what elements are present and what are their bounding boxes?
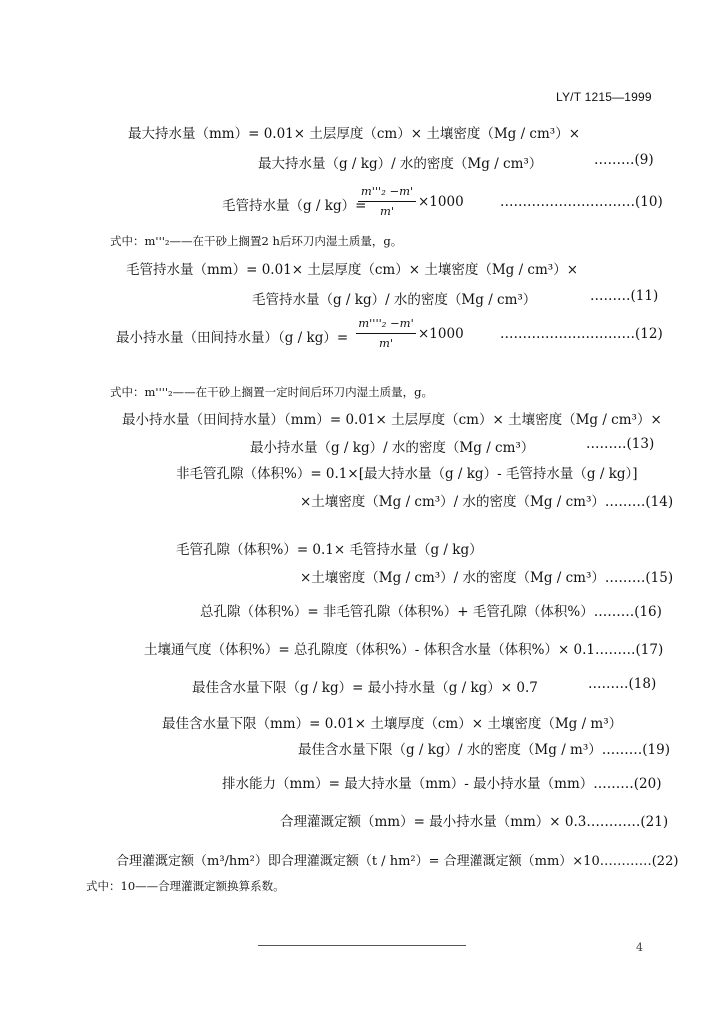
formula-12-multiplier: ×1000 (418, 326, 464, 342)
formula-13-line-2: 最小持水量（g / kg）/ 水的密度（Mg / cm³） (250, 440, 535, 456)
standard-id: LY/T 1215—1999 (556, 90, 652, 104)
formula-11-line-1: 毛管持水量（mm）= 0.01× 土层厚度（cm）× 土壤密度（Mg / cm³）× (126, 262, 579, 278)
formula-10-fraction (358, 184, 416, 224)
formula-19-line-2: 最佳含水量下限（g / kg）/ 水的密度（Mg / m³）………(19) (298, 742, 670, 758)
formula-9-line-1: 最大持水量（mm）= 0.01× 土层厚度（cm）× 土壤密度（Mg / cm³）× (128, 126, 581, 142)
formula-15-line-2: ×土壤密度（Mg / cm³）/ 水的密度（Mg / cm³）………(15) (300, 570, 674, 586)
formula-22: 合理灌溉定额（m³/hm²）即合理灌溉定额（t / hm²）= 合理灌溉定额（mm）×10…………(22) (116, 854, 679, 869)
formula-12-number: …………………………(12) (500, 326, 663, 342)
formula-12-denominator: m' (378, 336, 394, 350)
formula-10-denominator: m' (379, 204, 395, 218)
formula-14-line-1: 非毛管孔隙（体积%）= 0.1×[最大持水量（g / kg）- 毛管持水量（g / kg）] (176, 466, 638, 482)
formula-18: 最佳含水量下限（g / kg）= 最小持水量（g / kg）× 0.7 (192, 680, 538, 696)
formula-9-number: ………(9) (594, 152, 654, 168)
footer-rule (258, 945, 466, 946)
fraction-bar (358, 201, 416, 202)
formula-12-lhs: 最小持水量（田间持水量）（g / kg）= (116, 330, 349, 346)
formula-10-multiplier: ×1000 (418, 194, 464, 210)
formula-18-number: ………(18) (588, 676, 657, 692)
page-number: 4 (636, 941, 643, 954)
formula-12-numerator: m''''₂ −m' (358, 316, 414, 330)
formula-17: 土壤通气度（体积%）= 总孔隙度（体积%）- 体积含水量（体积%）× 0.1………(17) (144, 642, 664, 658)
note-3: 式中：10——合理灌溉定额换算系数。 (86, 879, 285, 893)
formula-16: 总孔隙（体积%）= 非毛管孔隙（体积%）+ 毛管孔隙（体积%）………(16) (200, 604, 662, 620)
formula-13-line-1: 最小持水量（田间持水量）（mm）= 0.01× 土层厚度（cm）× 土壤密度（Mg / cm³）× (122, 412, 662, 428)
formula-10-number: …………………………(10) (500, 194, 663, 210)
formula-21: 合理灌溉定额（mm）= 最小持水量（mm）× 0.3…………(21) (280, 814, 669, 830)
formula-13-number: ………(13) (586, 436, 655, 452)
formula-10-numerator: m'''₂ −m' (360, 184, 414, 198)
note-1: 式中：m'''₂——在干砂上搁置2 h后环刀内湿土质量，g。 (110, 234, 403, 248)
formula-19-line-1: 最佳含水量下限（mm）= 0.01× 土壤厚度（cm）× 土壤密度（Mg / m³） (162, 716, 623, 732)
formula-11-line-2: 毛管持水量（g / kg）/ 水的密度（Mg / cm³） (252, 292, 537, 308)
fraction-bar (356, 333, 416, 334)
formula-20: 排水能力（mm）= 最大持水量（mm）- 最小持水量（mm）………(20) (222, 776, 662, 792)
note-2: 式中：m''''₂——在干砂上搁置一定时间后环刀内湿土质量，g。 (110, 385, 434, 399)
formula-15-line-1: 毛管孔隙（体积%）= 0.1× 毛管持水量（g / kg） (176, 542, 483, 558)
formula-10-lhs: 毛管持水量（g / kg）= (222, 198, 367, 214)
formula-12-fraction (356, 316, 416, 356)
formula-14-line-2: ×土壤密度（Mg / cm³）/ 水的密度（Mg / cm³）………(14) (300, 494, 674, 510)
formula-11-number: ………(11) (590, 288, 659, 304)
formula-9-line-2: 最大持水量（g / kg）/ 水的密度（Mg / cm³） (258, 156, 543, 172)
